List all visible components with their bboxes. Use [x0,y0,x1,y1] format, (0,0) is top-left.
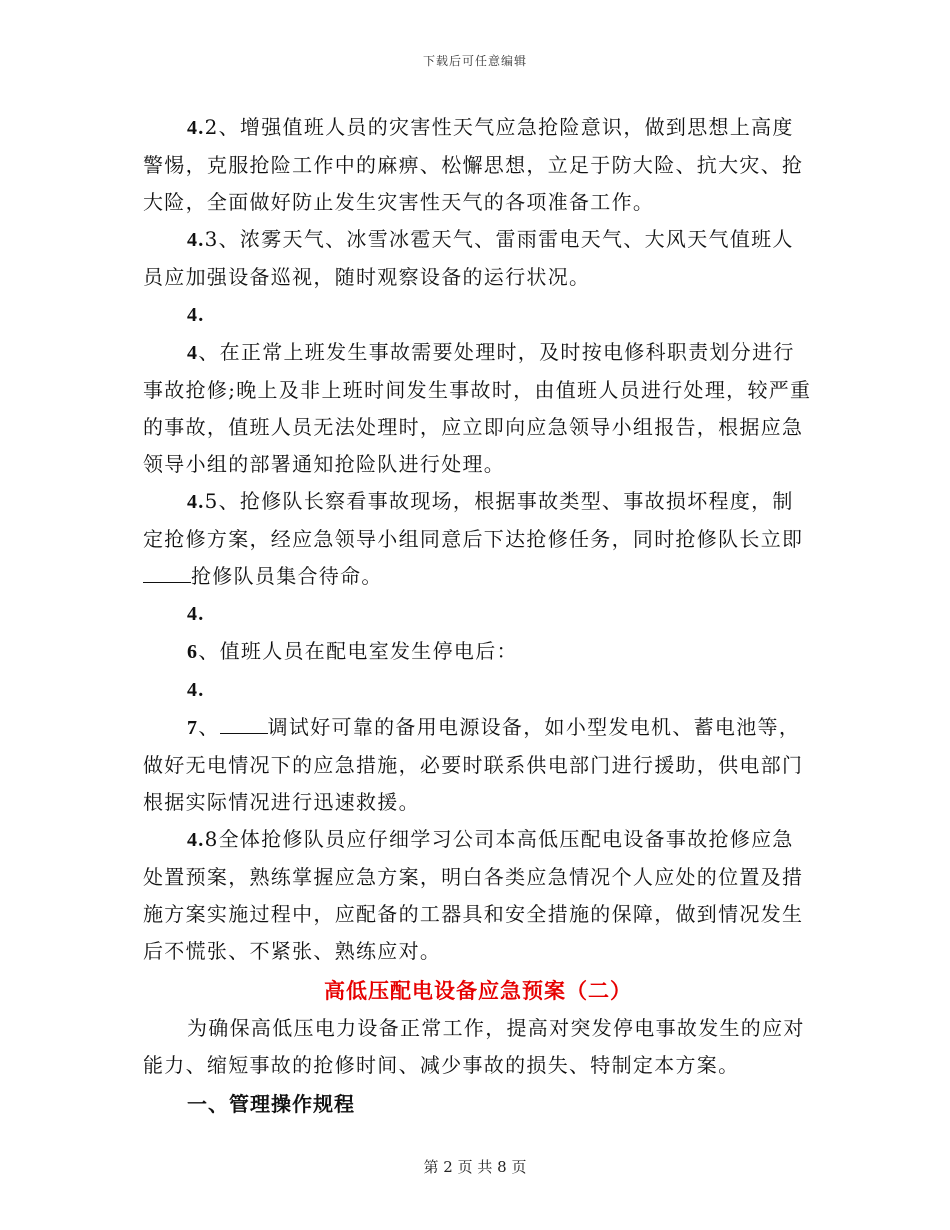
paragraph-text: 2、增强值班人员的灾害性天气应急抢险意识，做到思想上高度警惕，克服抢险工作中的麻痹、松懈思想，立足于防大险、抗大灾、抢大险，全面做好防止发生灾害性天气的各项准备工作。 [143,115,804,214]
item-number: 4. [187,679,205,701]
item-number: 4 [187,342,199,364]
paragraph-4-5 [143,483,813,595]
section-heading: 一、管理操作规程 [187,1092,355,1116]
paragraph-text-after: 调试好可靠的备用电源设备，如小型发电机、蓄电池等，做好无电情况下的应急措施，必要时联系供电部门进行援助，供电部门根据实际情况进行迅速救援。 [143,715,804,814]
paragraph-4-blank-a [143,296,813,334]
fill-in-blank [220,715,268,734]
paragraph-4-blank-b [143,595,813,633]
paragraph-4-blank-c [143,671,813,709]
item-number: 4. [187,829,205,851]
item-number: 4. [187,491,205,513]
item-number: 4. [187,603,205,625]
intro-paragraph: 为确保高低压电力设备正常工作，提高对突发停电事故发生的应对能力、缩短事故的抢修时间、减少事故的损失、特制定本方案。 [143,1016,805,1077]
paragraph-text: 3、浓雾天气、冰雪冰雹天气、雷雨雷电天气、大风天气值班人员应加强设备巡视，随时观察设备的运行状况。 [143,227,794,289]
item-number: 6 [187,641,199,663]
document-title: 高低压配电设备应急预案（二） [324,978,632,1003]
paragraph-4-3 [143,221,813,296]
paragraph-text-after: 抢修队员集合待命。 [191,564,383,588]
paragraph-text: 5、抢修队长察看事故现场，根据事故类型、事故损坏程度，制定抢修方案，经应急领导小组同意后下达抢修任务，同时抢修队长立即 [143,489,804,551]
paragraph-text: 8全体抢修队员应仔细学习公司本高低压配电设备事故抢修应急处置预案，熟练掌握应急方案，明白各类应急情况个人应处的位置及措施方案实施过程中，应配备的工器具和安全措施的保障，做到情况发生后不慌张、不紧张、熟练应对。 [143,827,804,963]
item-number: 4. [187,229,205,251]
paragraph-6 [143,633,813,671]
paragraph-text: 、 [198,715,220,739]
paragraph-4-4 [143,334,813,483]
item-number: 4. [187,304,205,326]
page-footer: 第 2 页 共 8 页 [423,1158,527,1176]
paragraph-text: 、在正常上班发生事故需要处理时，及时按电修科职责划分进行事故抢修;晚上及非上班时间发生事故时，由值班人员进行处理，较严重的事故，值班人员无法处理时，应立即向应急领导小组报告，根据应急领导小组的部署通知抢险队进行处理。 [143,340,812,476]
page-header: 下载后可任意编辑 [422,54,527,68]
paragraph-4-2 [143,109,813,221]
item-number: 7 [187,717,199,739]
fill-in-blank [143,564,191,583]
item-number: 4. [187,117,205,139]
paragraph-7 [143,709,813,821]
document-body [143,109,813,1123]
paragraph-4-8 [143,821,813,970]
paragraph-text: 、值班人员在配电室发生停电后： [198,639,518,663]
